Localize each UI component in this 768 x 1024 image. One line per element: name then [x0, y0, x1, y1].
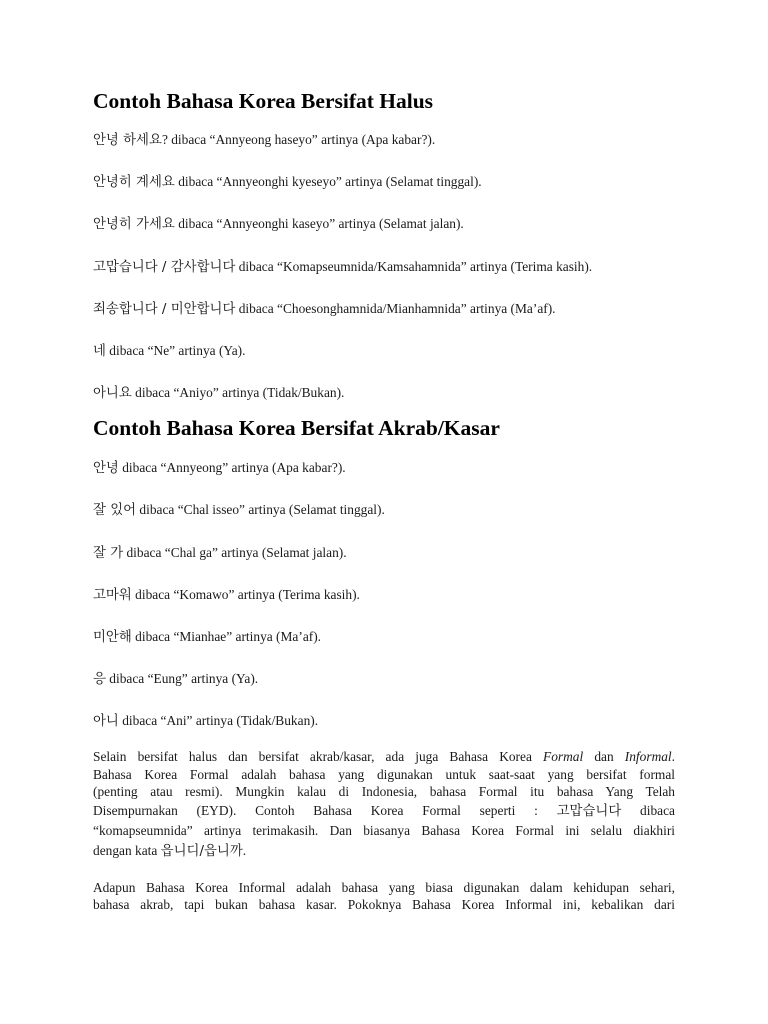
emphasis-formal: Formal — [543, 749, 584, 765]
phrase-description: dibaca “Chal ga” artinya (Selamat jalan). — [123, 544, 347, 560]
korean-phrase: 안녕 — [93, 461, 119, 477]
heading-halus: Contoh Bahasa Korea Bersifat Halus — [93, 89, 434, 113]
list-item — [93, 712, 675, 730]
document-content — [93, 88, 675, 914]
paragraph-line — [93, 800, 675, 822]
paragraph-text: . — [671, 749, 675, 765]
korean-phrase: 잘 있어 — [93, 503, 137, 519]
korean-phrase: 잘 가 — [93, 545, 124, 561]
list-item — [93, 459, 675, 477]
korean-phrase: 읍니디/읍니까 — [160, 843, 243, 859]
list-item — [93, 501, 675, 519]
paragraph-line: bahasa akrab, tapi bukan bahasa kasar. Pokoknya Bahasa Korea Informal ini, kebalikan dari — [93, 897, 675, 913]
phrase-description: dibaca “Chal isseo” artinya (Selamat tinggal). — [136, 502, 385, 518]
korean-phrase: 네 — [93, 343, 106, 359]
phrase-description: dibaca “Eung” artinya (Ya). — [105, 671, 259, 687]
phrase-description: dibaca “Annyeonghi kyeseyo” artinya (Selamat tinggal). — [174, 174, 482, 190]
paragraph-text: Selain bersifat halus dan bersifat akrab/kasar, ada juga Bahasa Korea — [93, 749, 544, 765]
phrase-description: dibaca “Annyeong” artinya (Apa kabar?). — [118, 460, 346, 476]
paragraph-text: dibaca — [621, 803, 675, 819]
korean-phrase: 안녕히 가세요 — [93, 217, 175, 233]
phrase-description: dibaca “Annyeonghi kaseyo” artinya (Selamat jalan). — [174, 216, 464, 232]
paragraph-text: . — [242, 842, 247, 858]
paragraph-line: (penting atau resmi). Mungkin kalau di Indonesia, bahasa Formal itu bahasa Yang Telah — [93, 784, 675, 800]
paragraph-text: Disempurnakan (EYD). Contoh Bahasa Korea Formal seperti : — [93, 803, 557, 819]
paragraph-line — [93, 840, 675, 862]
phrase-description: ? dibaca “Annyeong haseyo” artinya (Apa kabar?). — [161, 132, 436, 147]
korean-phrase: 응 — [93, 672, 106, 688]
list-item — [93, 384, 675, 402]
paragraph-line: Adapun Bahasa Korea Informal adalah bahasa yang biasa digunakan dalam kehidupan sehari, — [93, 879, 675, 895]
list-akrab — [93, 459, 675, 730]
korean-phrase: 아니 — [93, 714, 119, 730]
list-item — [93, 544, 675, 562]
paragraph-line: Bahasa Korea Formal adalah bahasa yang digunakan untuk saat-saat yang bersifat formal — [93, 766, 675, 782]
korean-phrase: 고마워 — [93, 587, 132, 603]
list-item — [93, 342, 675, 360]
phrase-description: dibaca “Komawo” artinya (Terima kasih). — [131, 586, 360, 602]
list-item — [93, 173, 675, 191]
paragraph-text: dan — [583, 749, 625, 765]
list-item — [93, 586, 675, 604]
paragraph-line — [93, 748, 675, 765]
list-item — [93, 628, 675, 646]
korean-phrase: 안녕히 계세요 — [93, 175, 175, 191]
list-item — [93, 670, 675, 688]
heading-akrab: Contoh Bahasa Korea Bersifat Akrab/Kasar — [93, 416, 500, 441]
list-item — [93, 131, 675, 149]
list-halus — [93, 131, 675, 402]
emphasis-informal: Informal — [624, 749, 672, 765]
korean-phrase: 안녕 하세요 — [93, 133, 162, 148]
phrase-description: dibaca “Ani” artinya (Tidak/Bukan). — [118, 713, 319, 729]
korean-phrase: 죄송합니다 / 미안합니다 — [93, 301, 236, 317]
korean-phrase: 아니요 — [93, 386, 132, 402]
phrase-description: dibaca “Ne” artinya (Ya). — [105, 342, 246, 358]
paragraph-line: “komapseumnida” artinya terimakasih. Dan biasanya Bahasa Korea Formal ini selalu diakhiri — [93, 823, 675, 839]
korean-phrase: 고맙습니다 — [556, 804, 622, 820]
paragraph-formal-informal — [93, 748, 675, 862]
list-item — [93, 300, 675, 318]
phrase-description: dibaca “Choesonghamnida/Mianhamnida” artinya (Ma’af). — [235, 300, 556, 316]
phrase-description: dibaca “Mianhae” artinya (Ma’af). — [131, 628, 322, 644]
paragraph-informal — [93, 879, 675, 914]
phrase-description: dibaca “Aniyo” artinya (Tidak/Bukan). — [131, 385, 345, 401]
korean-phrase: 고맙습니다 / 감사합니다 — [93, 259, 236, 275]
list-item — [93, 215, 675, 233]
korean-phrase: 미안해 — [93, 629, 132, 645]
phrase-description: dibaca “Komapseumnida/Kamsahamnida” artinya (Terima kasih). — [235, 258, 593, 274]
list-item — [93, 258, 675, 276]
paragraph-text: dengan kata — [93, 842, 161, 858]
